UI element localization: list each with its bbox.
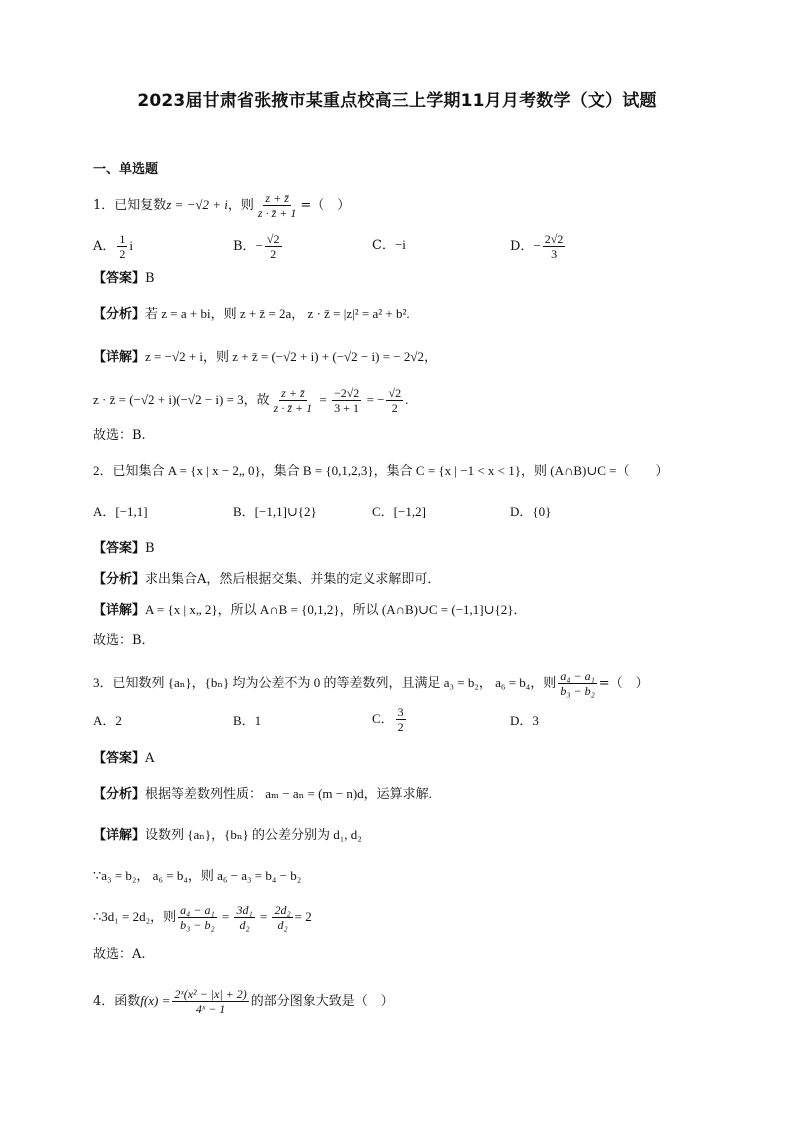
q2-option-c: C．[−1,2] (372, 504, 426, 519)
q1-option-b: B．− $\frac{√2}{2}$ (233, 232, 280, 261)
q1-fraction: $\frac{z + z̄}{z \cdot z̄ + 1}$ (257, 191, 297, 220)
q3-option-b: B．1 (233, 713, 262, 728)
q2-detail: 【详解】A = {x | x„ 2}，所以 A∩B = {0,1,2}，所以 (A∩B)∪C = (−1,1]∪{2}． (93, 602, 527, 618)
q1-z-expression: z = −√2 + i (166, 197, 228, 212)
q1-option-d: D．− $\frac{2√2}{3}$ (510, 232, 564, 261)
q1-answer: 【答案】B (93, 271, 155, 286)
q2-option-d: D．{0} (510, 504, 552, 519)
q1-option-c: C．−i (372, 237, 406, 253)
q1-option-a: A． $\frac{1}{2}$ i (93, 232, 134, 261)
question-4-stem: 4．函数f(x) = $\frac{\text{2ˣ(x² − |x| + 2)}}{\text{4ˣ − 1}}$ 的部分图象大致是（ ） (93, 987, 394, 1016)
q3-conclusion: 故选：A. (93, 947, 146, 962)
section-heading: 一、单选题 (93, 162, 159, 177)
q2-conclusion: 故选：B． (93, 633, 155, 648)
q2-option-a: A．[−1,1] (93, 504, 148, 519)
q2-analysis: 【分析】求出集合A，然后根据交集、并集的定义求解即可． (93, 572, 441, 587)
q1-analysis: 【分析】若 z = a + bi，则 z + z̄ = 2a， z · z̄ = |z|² = a² + b². (93, 306, 410, 322)
question-1-stem: 1．已知复数z = −√2 + i，则 $\frac{z + z̄}{z \cdot z̄ + 1}$ =（ ） (93, 191, 351, 220)
q1-conclusion: 故选：B. (93, 428, 146, 443)
q3-answer: 【答案】A (93, 751, 155, 766)
q3-detail-line-3: ∴3d₁ = 2d₂，则 $\frac{\text{a₄ − a₁}}{\text{b₃ − b₂}}$ = $\frac{\text{3d₁}}{\text{d₂}}$ = $\frac{\text{2d₂}}{\text{d₂}}$ = 2 (93, 903, 312, 932)
q3-detail-line-1: 【详解】设数列 {aₙ}，{bₙ} 的公差分别为 d₁, d₂ (93, 827, 362, 843)
q3-option-c: C． $\frac{3}{2}$ (372, 705, 404, 734)
q3-analysis: 【分析】根据等差数列性质： aₘ − aₙ = (m − n)d，运算求解. (93, 786, 432, 802)
q1-detail-line-2: z · z̄ = (−√2 + i)(−√2 − i) = 3，故 $\frac{z + z̄}{z \cdot z̄ + 1}$ = $\frac{-2√2}{3 + 1}$ = − $\frac{√2}{2}$ . (93, 386, 409, 415)
question-3-stem: 3．已知数列 {aₙ}，{bₙ} 均为公差不为 0 的等差数列，且满足 a₃ = b₂， a₆ = b₄，则 $\frac{\text{a₄ − a₁}}{\text{b₃ − b₂}}$ =（ ） (93, 669, 649, 698)
q3-detail-line-2: ∵a₃ = b₂， a₆ = b₄，则 a₆ − a₃ = b₄ − b₂ (93, 868, 302, 883)
q3-option-a: A．2 (93, 713, 122, 728)
q2-answer: 【答案】B (93, 541, 155, 556)
question-2-stem: 2．已知集合 A = {x | x − 2„ 0}，集合 B = {0,1,2,3}，集合 C = {x | −1 < x < 1}，则 (A∩B)∪C =（ ） (93, 463, 669, 478)
q2-option-b: B．[−1,1]∪{2} (233, 504, 317, 519)
q1-detail-line-1: 【详解】z = −√2 + i，则 z + z̄ = (−√2 + i) + (−√2 − i) = − 2√2， (93, 349, 437, 365)
q3-option-d: D．3 (510, 713, 539, 728)
document-title: 2023届甘肃省张掖市某重点校高三上学期11月月考数学（文）试题 (137, 91, 657, 111)
